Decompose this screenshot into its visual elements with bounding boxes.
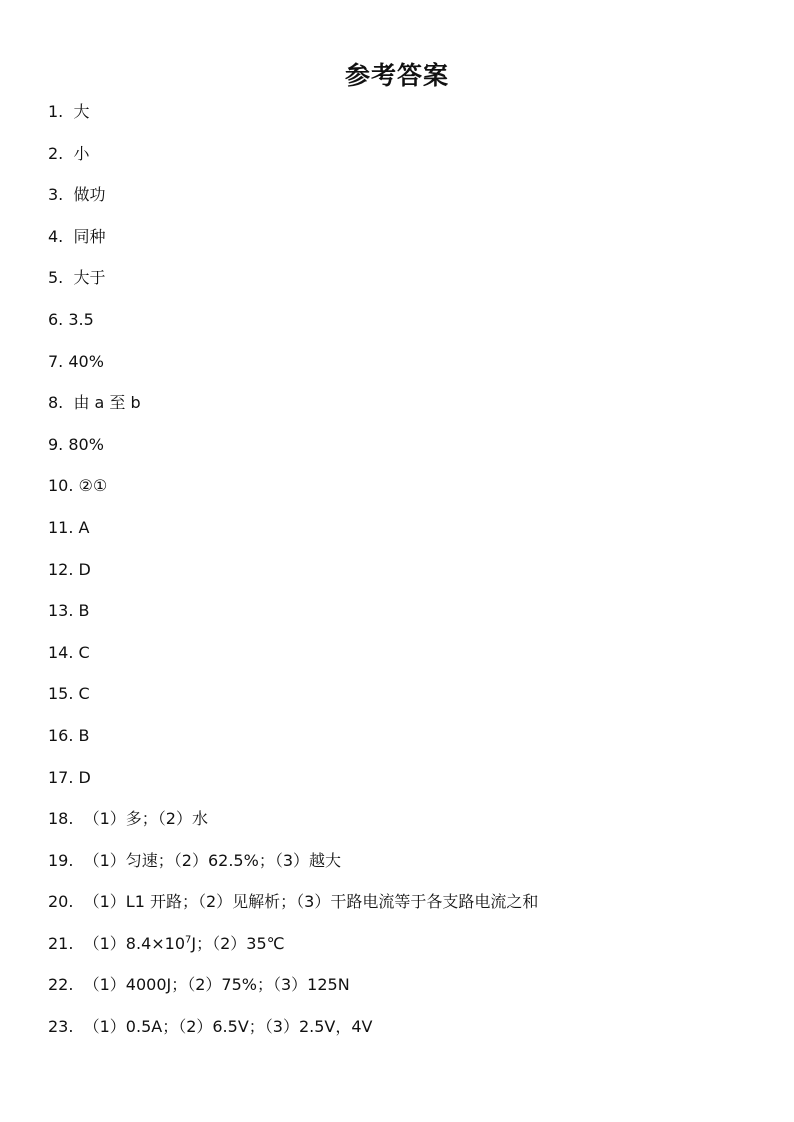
answer-number: 21. [48,933,74,953]
answer-number: 13. [48,601,74,621]
answer-item-16 [48,722,754,764]
answer-text: C [78,684,90,704]
answer-item-15 [48,680,754,722]
answer-number: 9. [48,434,64,454]
answer-number: 14. [48,642,74,662]
answer-number: 19. [48,850,74,870]
answer-text: 80% [68,434,104,454]
answer-item-7 [48,348,754,390]
answer-item-22 [48,971,754,1013]
answer-text: D [78,767,91,787]
answer-text: D [78,559,91,579]
answer-text: （1）匀速；（2）62.5%；（3）越大 [83,850,341,870]
answer-item-8 [48,389,754,431]
answer-number: 15. [48,684,74,704]
answer-item-13 [48,597,754,639]
answer-text: （1）多；（2）水 [83,809,208,829]
answer-text: 40% [68,351,104,371]
answer-text-after: J；（2）35℃ [191,933,285,953]
answer-item-2 [48,140,754,182]
answer-text: 大于 [73,268,106,288]
answer-item-14 [48,639,754,681]
answer-text: （1）4000J；（2）75%；（3）125N [83,975,350,995]
answer-number: 3. [48,185,64,205]
answer-text: B [78,601,90,621]
answer-number: 1. [48,102,64,121]
answer-item-18 [48,805,754,847]
answer-text: B [78,725,90,745]
answer-number: 22. [48,975,74,995]
answer-text: 同种 [73,226,106,246]
answer-number: 5. [48,268,64,288]
answer-text: ②① [78,476,108,496]
answer-item-23 [48,1013,754,1055]
answer-item-5 [48,264,754,306]
answer-item-6 [48,306,754,348]
answer-item-3 [48,181,754,223]
answer-item-1 [48,98,754,140]
answer-item-20 [48,888,754,930]
answer-list [48,98,754,1055]
answer-text: 3.5 [68,309,94,329]
answer-number: 12. [48,559,74,579]
answer-number: 23. [48,1017,74,1037]
answer-text: A [78,517,90,537]
answer-number: 18. [48,809,74,829]
answer-number: 16. [48,725,74,745]
answer-item-17 [48,764,754,806]
answer-text-before: （1）8.4×10 [83,933,186,953]
answer-text-superscript: 7 [185,934,192,946]
answer-number: 6. [48,309,64,329]
answer-text: 大 [73,102,90,121]
answer-item-19 [48,847,754,889]
answer-item-11 [48,514,754,556]
page-title: 参考答案 [344,61,449,90]
answer-number: 4. [48,226,64,246]
answer-text [84,930,285,958]
answer-item-4 [48,223,754,265]
answer-item-9 [48,431,754,473]
answer-text: 小 [73,143,90,163]
answer-text: C [78,642,90,662]
answer-item-10 [48,472,754,514]
answer-number: 10. [48,476,74,496]
answer-number: 7. [48,351,64,371]
answer-text: （1）L1 开路；（2）见解析；（3）干路电流等于各支路电流之和 [83,892,539,912]
answer-item-12 [48,556,754,598]
answer-number: 11. [48,517,74,537]
answer-item-21 [48,930,754,972]
answer-text: （1）0.5A；（2）6.5V；（3）2.5V，4V [83,1017,373,1037]
answer-number: 20. [48,892,74,912]
answer-number: 2. [48,143,64,163]
answer-number: 17. [48,767,74,787]
answer-text: 由 a 至 b [73,393,141,413]
answer-number: 8. [48,393,64,413]
answer-text: 做功 [73,185,106,205]
